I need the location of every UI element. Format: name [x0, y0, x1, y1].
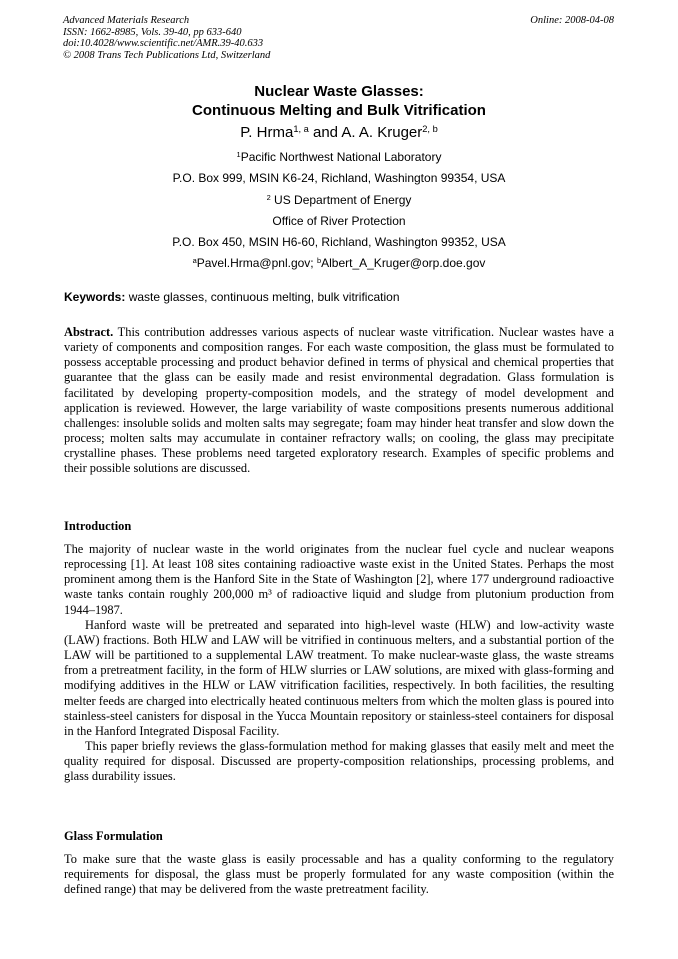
online-date: Online: 2008-04-08 — [530, 15, 614, 26]
author-name: A. A. Kruger — [341, 124, 423, 141]
keywords — [64, 290, 616, 304]
email-link[interactable]: Pavel.Hrma@pnl.gov; — [196, 256, 317, 270]
keywords-text: waste glasses, continuous melting, bulk vitrification — [125, 290, 400, 304]
journal-info — [63, 15, 270, 61]
author-superscript: 2, b — [422, 123, 438, 134]
paragraph: Hanford waste will be pretreated and separated into high-level waste (HLW) and low-activity waste (LAW) fractions. Both HLW and LAW will be vitrified in continuous melters, and a substantial portion of the LAW will be partitioned to a supplemental LAW treatment. To make nuclear-waste glass, the waste streams from a pretreatment facility, in the form of HLW slurries or LAW solutions, are mixed with glass-forming and modifying additives in the HLW or LAW vitrification facilities, respectively. In both facilities, the resulting melter feeds are charged into electrically heated continuous melters from which the molten glass is poured into stainless-steel canisters for disposal in the Yucca Mountain repository or stainless-steel containers for disposal in the Hanford Integrated Disposal Facility. — [64, 617, 614, 738]
author-emails — [0, 256, 678, 270]
affiliation-superscript: 1 — [236, 149, 241, 159]
paragraph: To make sure that the waste glass is easily processable and has a quality conforming to the regulatory requirements for disposal, the glass must be properly formulated for any waste composition (within the defined range) that may be delivered from the waste pretreatment facility. — [64, 852, 614, 897]
author-superscript: 1, a — [293, 123, 309, 134]
journal-issn: ISSN: 1662-8985, Vols. 39-40, pp 633-640 — [63, 26, 242, 38]
abstract — [64, 325, 614, 477]
journal-copyright: © 2008 Trans Tech Publications Ltd, Switzerland — [63, 49, 271, 61]
affiliation-superscript: 2 — [266, 192, 271, 202]
author-list — [0, 124, 678, 142]
affiliation-2-name — [0, 193, 678, 207]
journal-doi: doi:10.4028/www.scientific.net/AMR.39-40.633 — [63, 38, 264, 49]
affiliation-text: US Department of Energy — [270, 193, 412, 207]
section-heading-introduction: Introduction — [64, 519, 132, 533]
email-link[interactable]: Albert_A_Kruger@orp.doe.gov — [321, 256, 486, 270]
glass-formulation-body — [64, 852, 614, 897]
affiliation-1-name — [0, 150, 678, 164]
author-name: P. Hrma — [240, 124, 294, 141]
title-line-1: Nuclear Waste Glasses: — [254, 83, 424, 100]
journal-name: Advanced Materials Research — [63, 15, 190, 26]
paragraph: The majority of nuclear waste in the world originates from the nuclear fuel cycle and nuclear weapons reprocessing [1]. At least 108 sites containing radioactive waste exist in the United States. Perhaps the most prominent among them is the Hanford Site in the State of Washington [2], where 177 underground radioactive waste tanks contain roughly 200,000 m³ of radioactive liquid and sludge from plutonium production from 1944–1987. — [64, 542, 614, 617]
paragraph: This paper briefly reviews the glass-formulation method for making glasses that easily melt and meet the quality required for disposal. Discussed are property-composition relationships, processing problems, and glass durability issues. — [64, 739, 614, 784]
keywords-label: Keywords: — [64, 290, 126, 304]
affiliation-2-address: P.O. Box 450, MSIN H6-60, Richland, Washington 99352, USA — [172, 235, 506, 249]
title-line-2: Continuous Melting and Bulk Vitrification — [192, 102, 486, 119]
paper-title — [0, 82, 678, 120]
email-superscript: a — [192, 255, 197, 265]
email-superscript: b — [316, 255, 322, 265]
affiliation-2-office: Office of River Protection — [272, 214, 406, 228]
author-separator: and — [308, 124, 342, 141]
affiliation-text: Pacific Northwest National Laboratory — [240, 150, 442, 164]
abstract-text: This contribution addresses various aspects of nuclear waste vitrification. Nuclear wastes have a variety of components and composition ranges. For each waste composition, the glass must be formulated to possess acceptable processing and product behavior defined in terms of physical and chemical properties that guarantee that the glass can be easily made and resist environmental degradation. Glass formulation is facilitated by developing property-composition models, and the strategy of model development and application is reviewed. However, the large variability of waste compositions presents numerous additional challenges: insoluble solids and molten salts may segregate; foam may hinder heat transfer and slow down the process; molten salts may accumulate in container refractory walls; on cooling, the glass may precipitate crystalline phases. These problems need targeted exploratory research. Examples of specific problems and their possible solutions are discussed. — [64, 325, 614, 476]
introduction-body — [64, 542, 614, 785]
abstract-label: Abstract. — [64, 325, 114, 339]
section-heading-glass-formulation: Glass Formulation — [64, 829, 163, 843]
affiliation-1-address: P.O. Box 999, MSIN K6-24, Richland, Washington 99354, USA — [172, 171, 506, 185]
